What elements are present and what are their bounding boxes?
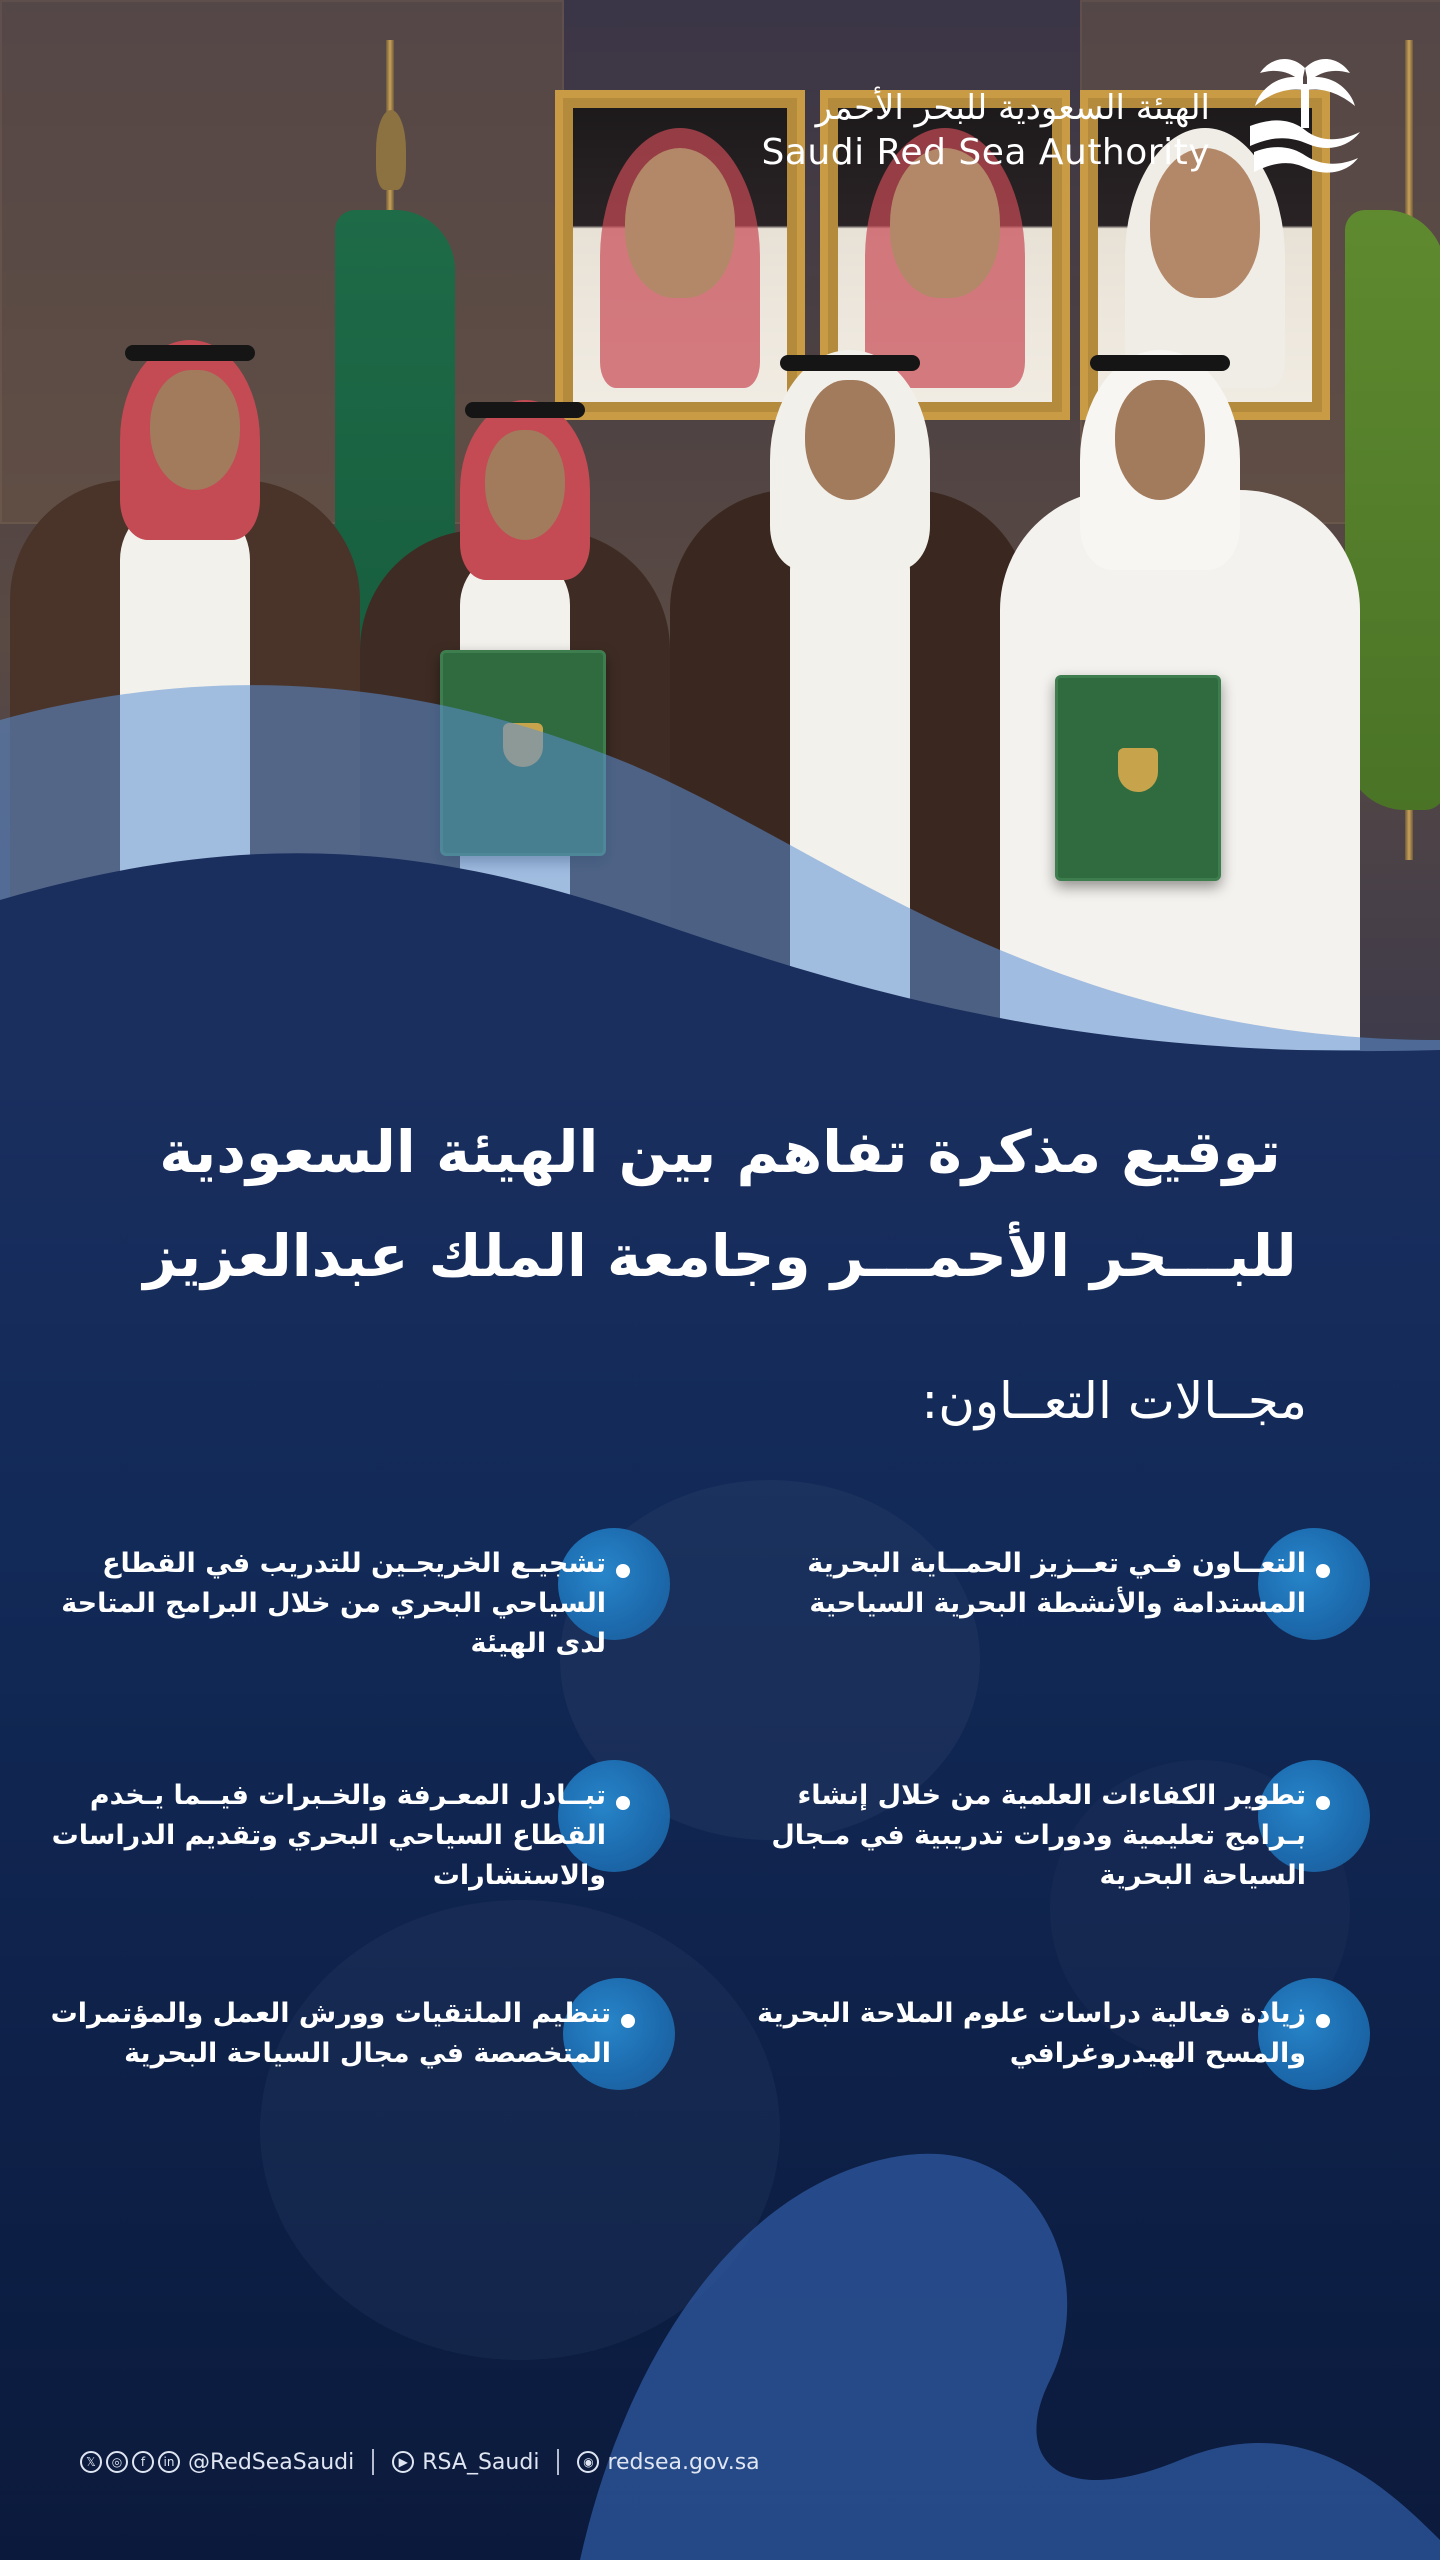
bullet-dot — [621, 2014, 635, 2028]
cooperation-item-text: التعــاون فـي تعــزيز الحمــاية البحرية المستدامة والأنشطة البحرية السياحية — [807, 1548, 1306, 1619]
cooperation-item-text: زيادة فعالية دراسات علوم الملاحة البحرية والمسح الهيدروغرافي — [757, 1998, 1306, 2069]
bullet-dot — [616, 1564, 630, 1578]
cooperation-item-text: تبــادل المعـرفة والخـبرات فيــما يـخدم القطاع السياحي البحري وتقديم الدراسات والاستشارات — [51, 1780, 606, 1891]
headline-line-2: للبـــحر الأحمـــر وجامعة الملك عبدالعزيز — [143, 1222, 1297, 1290]
wave-swirl-decoration — [580, 2080, 1440, 2560]
facebook-icon[interactable]: f — [132, 2451, 154, 2473]
headline — [100, 1100, 1340, 1308]
linkedin-icon[interactable]: in — [158, 2451, 180, 2473]
globe-icon[interactable]: ◉ — [577, 2451, 599, 2473]
divider — [372, 2449, 374, 2475]
social-footer — [80, 2442, 760, 2482]
cooperation-item — [30, 1760, 670, 1910]
cooperation-item — [757, 1978, 1370, 2128]
section-title: مجــالات التعــاون: — [921, 1372, 1307, 1430]
cooperation-item — [30, 1528, 670, 1678]
palm-wave-logo-icon — [1230, 48, 1380, 198]
divider — [557, 2449, 559, 2475]
bullet-dot — [1316, 2014, 1330, 2028]
bullet-dot — [1316, 1564, 1330, 1578]
cooperation-item — [771, 1760, 1370, 1910]
headline-line-1: توقيع مذكرة تفاهم بين الهيئة السعودية — [159, 1118, 1281, 1186]
social-handle[interactable]: @RedSeaSaudi — [188, 2449, 355, 2475]
logo-name-arabic: الهيئة السعودية للبحر الأحمر — [815, 88, 1210, 128]
website-link[interactable]: redsea.gov.sa — [607, 2449, 760, 2475]
cooperation-item-text: تشجيـع الخريجـين للتدريب في القطاع السياحي البحري من خلال البرامج المتاحة لدى الهيئة — [61, 1548, 606, 1659]
cooperation-item — [790, 1528, 1370, 1678]
x-twitter-icon[interactable]: 𝕏 — [80, 2451, 102, 2473]
instagram-icon[interactable]: ◎ — [106, 2451, 128, 2473]
bullet-dot — [1316, 1796, 1330, 1810]
bullet-dot — [616, 1796, 630, 1810]
cooperation-item — [35, 1978, 675, 2128]
cooperation-item-text: تنظيم الملتقيات وورش العمل والمؤتمرات المتخصصة في مجال السياحة البحرية — [50, 1998, 611, 2069]
youtube-handle[interactable]: RSA_Saudi — [422, 2449, 540, 2475]
youtube-icon[interactable]: ▶ — [392, 2451, 414, 2473]
cooperation-item-text: تطوير الكفاءات العلمية من خلال إنشاء بـرامج تعليمية ودورات تدريبية في مـجال السياحة البحرية — [771, 1780, 1306, 1891]
logo-name-english: Saudi Red Sea Authority — [761, 132, 1210, 173]
authority-logo — [761, 48, 1400, 198]
